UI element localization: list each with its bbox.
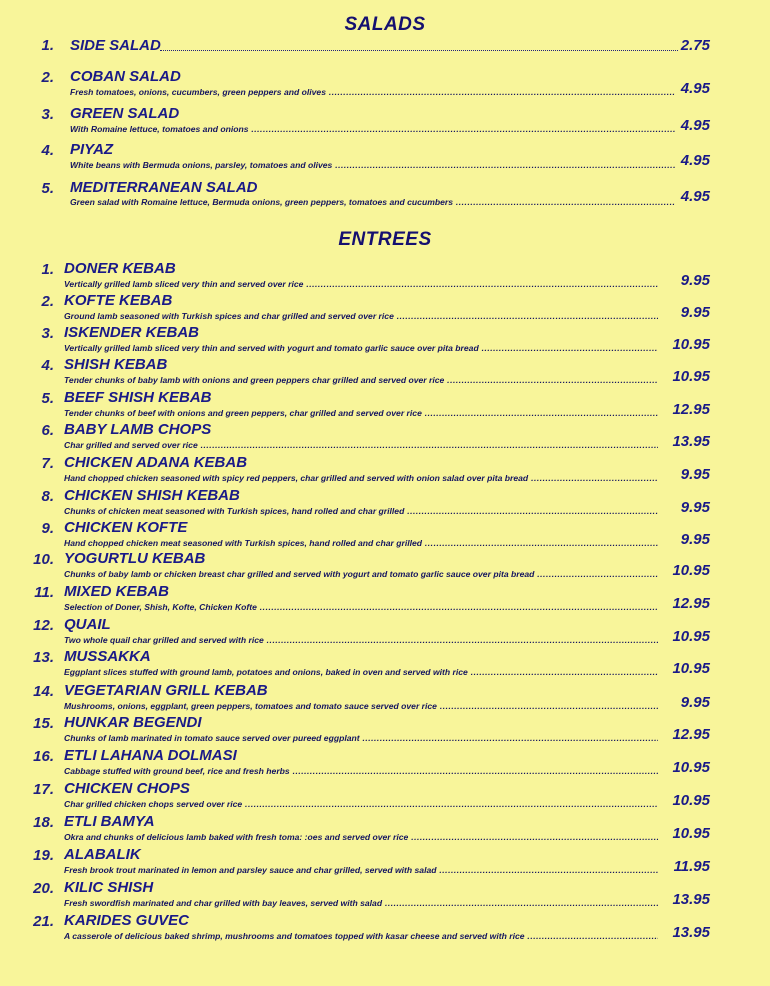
item-price: 12.95 [672,595,710,612]
item-price: 10.95 [672,825,710,842]
item-description: White beans with Bermuda onions, parsley, tomatoes and olives ..... [70,160,675,170]
item-number: 21. [33,913,54,930]
item-name: KOFTE KEBAB [64,292,173,309]
item-number: 19. [33,847,54,864]
item-name: BEEF SHISH KEBAB [64,389,212,406]
item-price: 13.95 [672,891,710,908]
item-price: 4.95 [680,117,710,134]
item-description: With Romaine lettuce, tomatoes and onions ..... [70,124,675,134]
item-description: Ground lamb seasoned with Turkish spices and char grilled and served over rice ..... [64,311,658,321]
item-description: Char grilled chicken chops served over rice ..... [64,799,658,809]
item-price: 4.95 [680,80,710,97]
item-description: Mushrooms, onions, eggplant, green peppers, tomatoes and tomato sauce served over rice ..... [64,701,658,711]
item-description: Chunks of chicken meat seasoned with Turkish spices, hand rolled and char grilled ..... [64,506,658,516]
item-price: 9.95 [680,531,710,548]
entrees-title: ENTREES [338,229,432,250]
item-number: 4. [41,142,54,159]
item-description: Hand chopped chicken meat seasoned with Turkish spices, hand rolled and char grilled ..... [64,538,658,548]
item-name: CHICKEN KOFTE [64,519,188,536]
item-description: Fresh brook trout marinated in lemon and parsley sauce and char grilled, served with salad ..... [64,865,658,875]
item-description: A casserole of delicious baked shrimp, mushrooms and tomatoes topped with kasar cheese and served with rice ..... [64,931,658,941]
item-description: Hand chopped chicken seasoned with spicy red peppers, char grilled and served with onion salad over pita bread ..... [64,473,658,483]
item-number: 8. [41,488,54,505]
item-name: DONER KEBAB [64,260,176,277]
item-description: Tender chunks of baby lamb with onions and green peppers char grilled and served over rice ..... [64,375,658,385]
item-description: Cabbage stuffed with ground beef, rice and fresh herbs ..... [64,766,658,776]
item-price: 4.95 [680,188,710,205]
item-price: 10.95 [672,628,710,645]
item-description: Okra and chunks of delicious lamb baked with fresh toma: :oes and served over rice ..... [64,832,658,842]
item-description: Chunks of baby lamb or chicken breast char grilled and served with yogurt and tomato garlic sauce over pita bread ..... [64,569,658,579]
item-name: ISKENDER KEBAB [64,324,200,341]
item-number: 10. [33,551,54,568]
item-price: 4.95 [680,152,710,169]
dot-leader [160,50,678,51]
item-name: CHICKEN SHISH KEBAB [64,487,240,504]
item-price: 10.95 [672,792,710,809]
item-number: 20. [33,880,54,897]
item-name: ALABALIK [64,846,141,863]
item-description: Green salad with Romaine lettuce, Bermuda onions, green peppers, tomatoes and cucumbers ..... [70,197,675,207]
item-price: 10.95 [672,660,710,677]
item-description: Two whole quail char grilled and served with rice ..... [64,635,658,645]
item-name: VEGETARIAN GRILL KEBAB [64,682,268,699]
item-name: PIYAZ [70,141,114,158]
item-price: 11.95 [673,858,710,875]
item-number: 3. [41,106,54,123]
item-name: KARIDES GUVEC [64,912,190,929]
item-description: Eggplant slices stuffed with ground lamb, potatoes and onions, baked in oven and served with rice ..... [64,667,658,677]
item-number: 6. [41,422,54,439]
item-description: Chunks of lamb marinated in tomato sauce served over pureed eggplant ..... [64,733,658,743]
item-name: ETLI BAMYA [64,813,155,830]
item-number: 1. [41,37,54,54]
item-price: 10.95 [672,336,710,353]
item-name: COBAN SALAD [70,68,181,85]
item-name: CHICKEN CHOPS [64,780,190,797]
item-name: YOGURTLU KEBAB [64,550,206,567]
item-number: 1. [41,261,54,278]
item-number: 7. [41,455,54,472]
item-price: 13.95 [672,433,710,450]
item-number: 18. [33,814,54,831]
item-number: 17. [33,781,54,798]
item-number: 14. [33,683,54,700]
salads-title: SALADS [344,14,426,35]
item-price: 2.75 [680,37,710,54]
item-price: 13.95 [672,924,710,941]
item-number: 13. [33,649,54,666]
item-name: KILIC SHISH [64,879,154,896]
item-number: 12. [33,617,54,634]
item-description: Vertically grilled lamb sliced very thin and served over rice ..... [64,279,658,289]
item-name: QUAIL [64,616,111,633]
item-description: Vertically grilled lamb sliced very thin and served with yogurt and tomato garlic sauce over pita bread ..... [64,343,658,353]
item-price: 9.95 [680,304,710,321]
item-description: Tender chunks of beef with onions and green peppers, char grilled and served over rice ..... [64,408,658,418]
item-number: 16. [33,748,54,765]
item-price: 9.95 [680,272,710,289]
item-name: BABY LAMB CHOPS [64,421,212,438]
item-price: 9.95 [680,694,710,711]
item-number: 2. [41,69,54,86]
item-price: 10.95 [672,562,710,579]
item-number: 5. [41,180,54,197]
item-description: Char grilled and served over rice ..... [64,440,658,450]
item-name: MUSSAKKA [64,648,151,665]
item-number: 9. [41,520,54,537]
item-name: SHISH KEBAB [64,356,168,373]
item-price: 10.95 [672,759,710,776]
item-number: 11. [34,584,54,601]
item-description: Fresh tomatoes, onions, cucumbers, green peppers and olives ..... [70,87,675,97]
item-name: CHICKEN ADANA KEBAB [64,454,248,471]
item-number: 15. [33,715,54,732]
item-description: Fresh swordfish marinated and char grilled with bay leaves, served with salad ..... [64,898,658,908]
item-price: 10.95 [672,368,710,385]
item-name: MEDITERRANEAN SALAD [70,179,258,196]
item-name: SIDE SALAD [70,37,161,54]
item-price: 9.95 [680,499,710,516]
item-name: MIXED KEBAB [64,583,170,600]
item-price: 9.95 [680,466,710,483]
item-price: 12.95 [672,726,710,743]
item-description: Selection of Doner, Shish, Kofte, Chicken Kofte ..... [64,602,658,612]
item-price: 12.95 [672,401,710,418]
item-name: GREEN SALAD [70,105,180,122]
item-number: 5. [41,390,54,407]
item-number: 4. [41,357,54,374]
item-name: HUNKAR BEGENDI [64,714,202,731]
item-name: ETLI LAHANA DOLMASI [64,747,237,764]
item-number: 3. [41,325,54,342]
item-number: 2. [41,293,54,310]
